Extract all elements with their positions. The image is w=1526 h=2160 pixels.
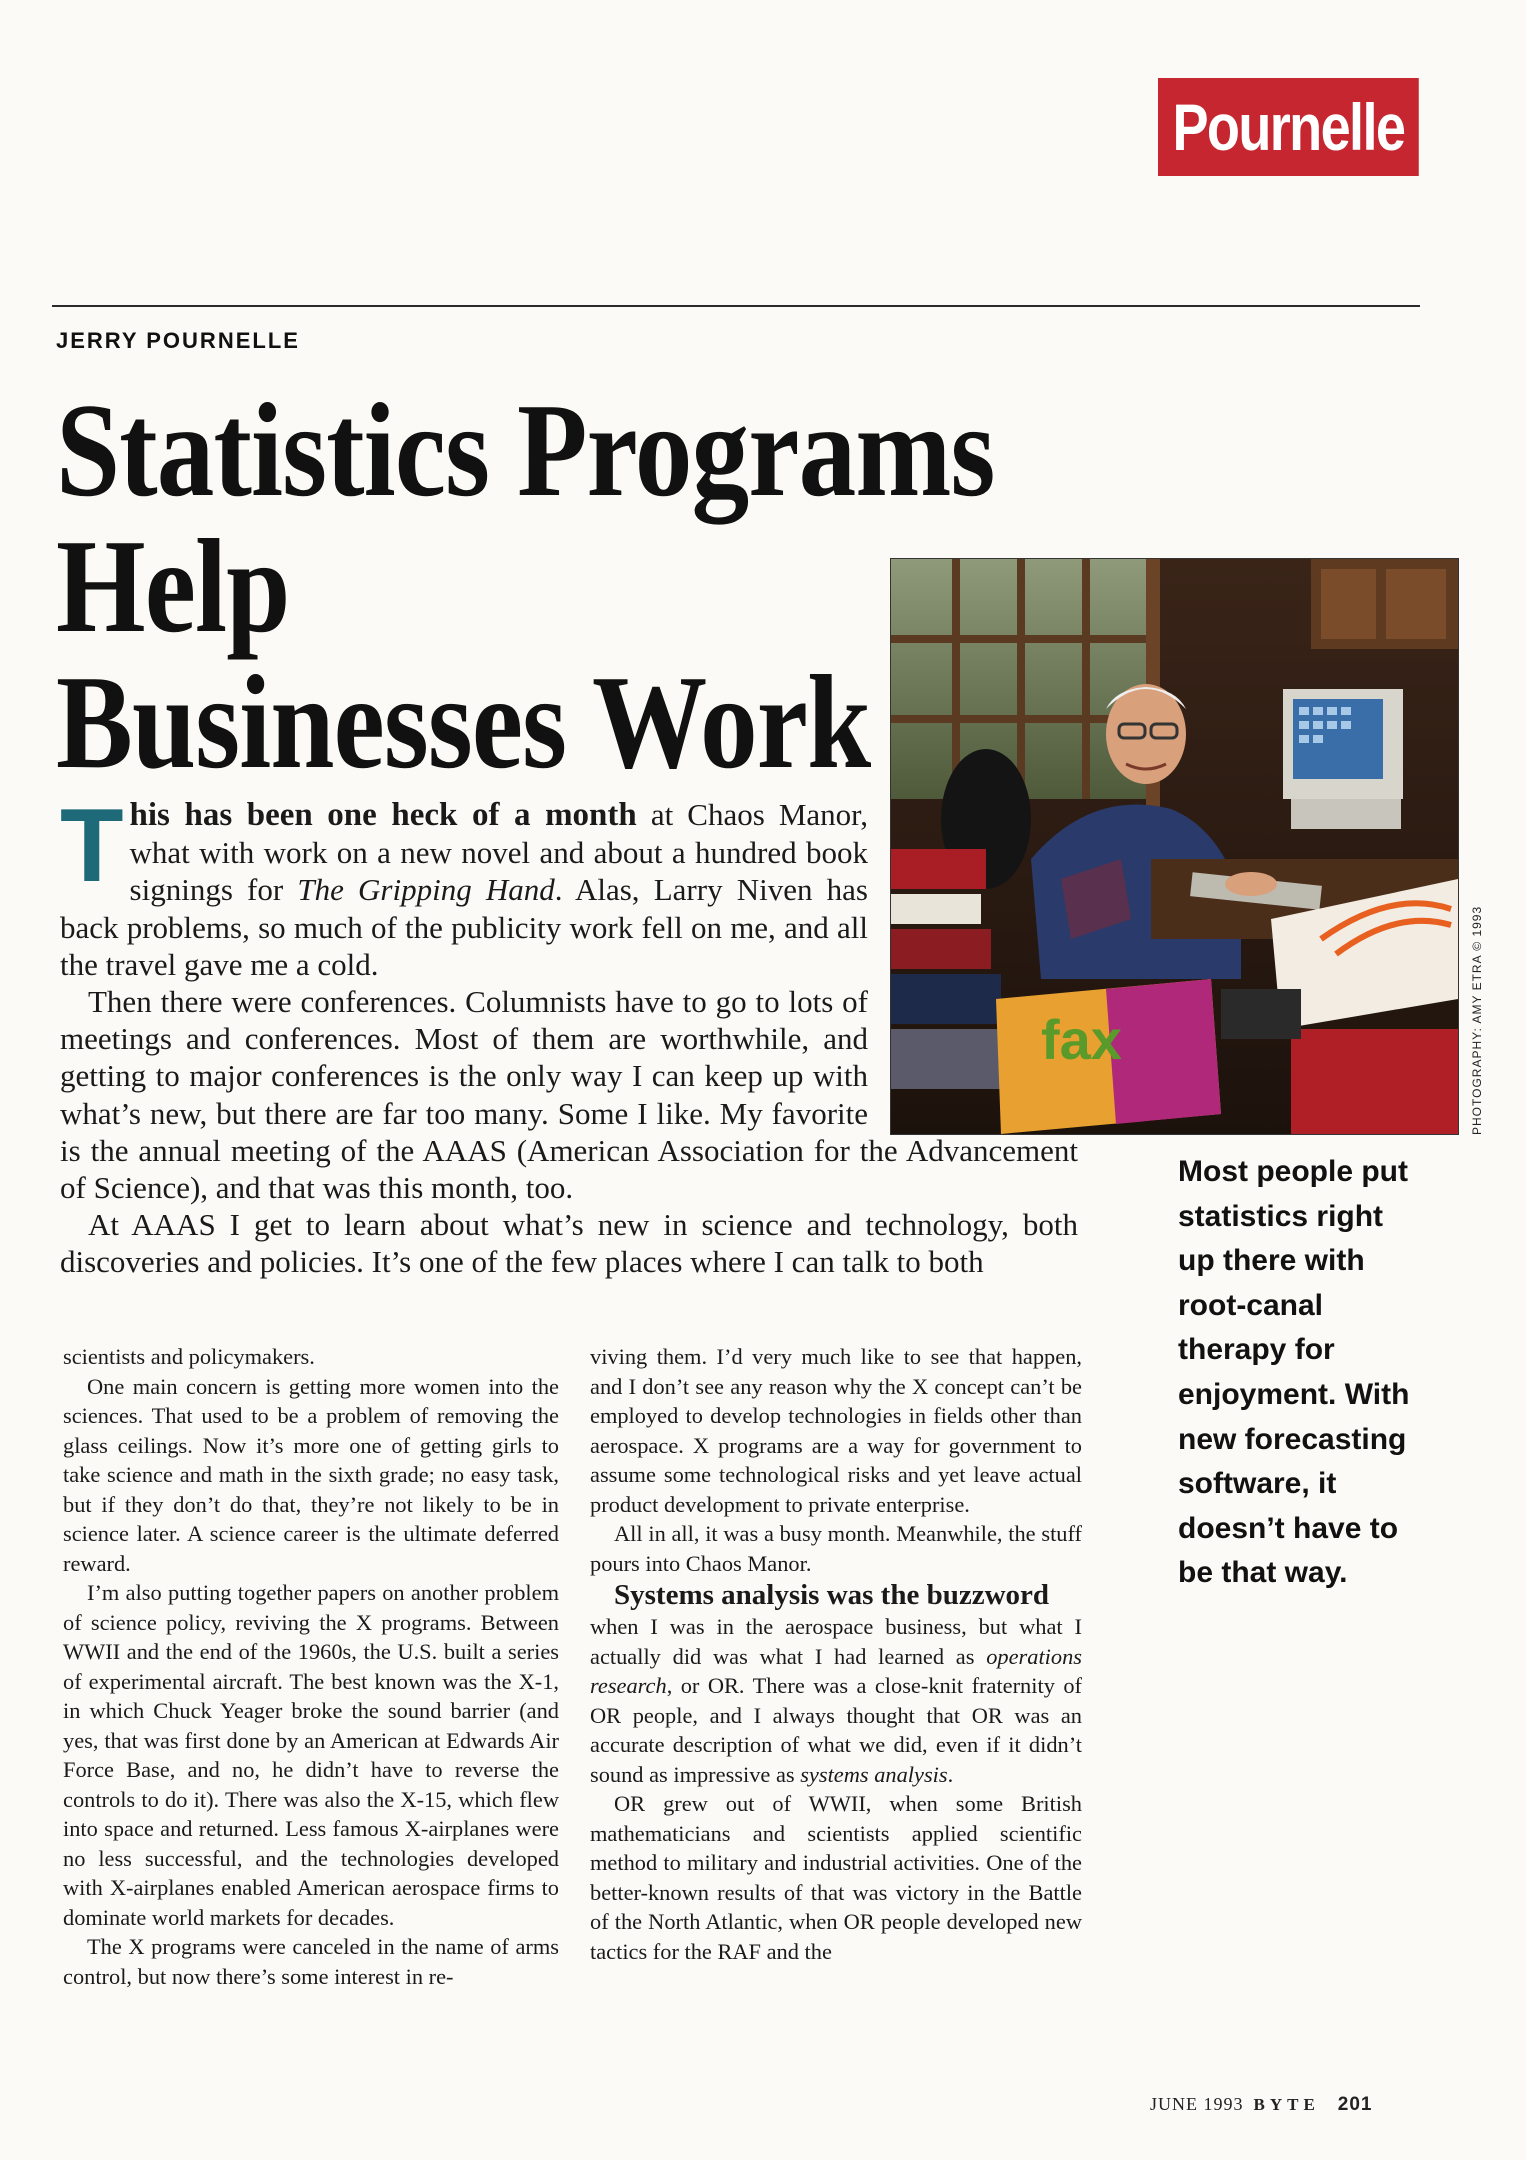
subhead-paragraph [590, 1578, 1082, 1612]
subhead: Systems analysis was the buzzword [614, 1579, 1050, 1611]
body-column-1 [63, 1342, 559, 1991]
italic-term: systems analysis [800, 1761, 948, 1787]
book-title: The Gripping Hand [297, 872, 555, 908]
magazine-name: BYTE [1253, 2095, 1320, 2114]
lead-p1-end: . Alas, Larry Niven has back problems, so much of the publicity work fell on me, and all the travel gave me a cold. [60, 872, 868, 982]
fax-box-label: fax [1041, 1008, 1122, 1071]
column-paragraph: The X programs were canceled in the name of arms control, but now there’s some interest in re- [63, 1934, 559, 1989]
subhead-continuation: when I was in the aerospace business, but what I actually did was what I had learned as [590, 1614, 1082, 1669]
headline-line-2: Businesses Work [56, 648, 871, 796]
lead-p1-text: at Chaos Manor, what with work on a new novel and about a hundred book signings for [129, 797, 869, 908]
section-tag: Pournelle [1158, 78, 1419, 176]
lead-run-in: his has been one heck of a month [129, 797, 637, 833]
lead-paragraph-2: Then there were conferences. Columnists have to go to lots of meetings and conferences. Most of them are worthwhile, and getting to major conferences is the only way I can keep up with what’s new, but there are far too many. Some I like. My favorite is the annual meeting of the AAAS (American Association for the Advancement of Science), and that was this month, too. [60, 984, 1078, 1206]
column-text: . [947, 1761, 954, 1787]
photo-wrap-spacer [868, 796, 1078, 1128]
lead-paragraph-3: At AAAS I get to learn about what’s new in science and technology, both discoveries and policies. It’s one of the few places where I can talk to both [60, 1207, 1078, 1280]
photo-credit: PHOTOGRAPHY: AMY ETRA © 1993 [1470, 905, 1484, 1135]
issue-date: JUNE 1993 [1150, 2094, 1244, 2114]
column-paragraph: OR grew out of WWII, when some British mathematicians and scientists applied scientific method to military and industrial activities. One of the better-known results of that was victory in the Battle of the North Atlantic, when OR people developed new tactics for the RAF and the [590, 1791, 1082, 1964]
column-paragraph: I’m also putting together papers on another problem of science policy, reviving the X programs. Between WWII and the end of the 1960s, the U.S. built a series of experimental aircraft. The best known was the X-1, in which Chuck Yeager broke the sound barrier (and yes, that was first done by an American at Edwards Air Force Base, and no, he didn’t have to reverse the controls to do it). There was also the X-15, which flew into space and returned. Less famous X-airplanes were no less successful, and the technologies developed with X-airplanes enabled American aerospace firms to dominate world markets for decades. [63, 1580, 559, 1930]
column-paragraph: One main concern is getting more women into the sciences. That used to be a problem of removing the glass ceilings. Now it’s more one of getting girls to take science and math in the sixth grade; no easy task, but if they don’t do that, they’re not likely to be in science later. A science career is the ultimate deferred reward. [63, 1373, 559, 1576]
italic-term: operations research [590, 1643, 1082, 1698]
drop-cap: T [60, 788, 124, 904]
lead-section [60, 788, 1078, 1281]
column-paragraph: viving them. I’d very much like to see that happen, and I don’t see any reason why the X concept can’t be employed to develop technologies in fields other than aerospace. X programs are a way for government to assume some technological risks and yet leave actual product development to private enterprise. [590, 1344, 1082, 1517]
column-paragraph [590, 1612, 1082, 1789]
body-column-2 [590, 1342, 1082, 1966]
column-paragraph: All in all, it was a busy month. Meanwhile, the stuff pours into Chaos Manor. [590, 1521, 1082, 1576]
headline-line-1: Statistics Programs Help [56, 376, 995, 660]
pull-quote: Most people put statistics right up there with root-canal therapy for enjoyment. With new forecasting software, it doesn’t have to be that way. [1178, 1155, 1410, 1590]
page-folio [1150, 2094, 1373, 2116]
header-rule [52, 305, 1420, 307]
page-number: 201 [1337, 2094, 1373, 2115]
byline: JERRY POURNELLE [56, 328, 300, 353]
column-paragraph: scientists and policymakers. [63, 1344, 315, 1369]
column-text: , or OR. There was a close-knit fraternity of OR people, and I always thought that OR was an accurate description of what we did, even if it didn’t sound as impressive as [590, 1673, 1082, 1787]
